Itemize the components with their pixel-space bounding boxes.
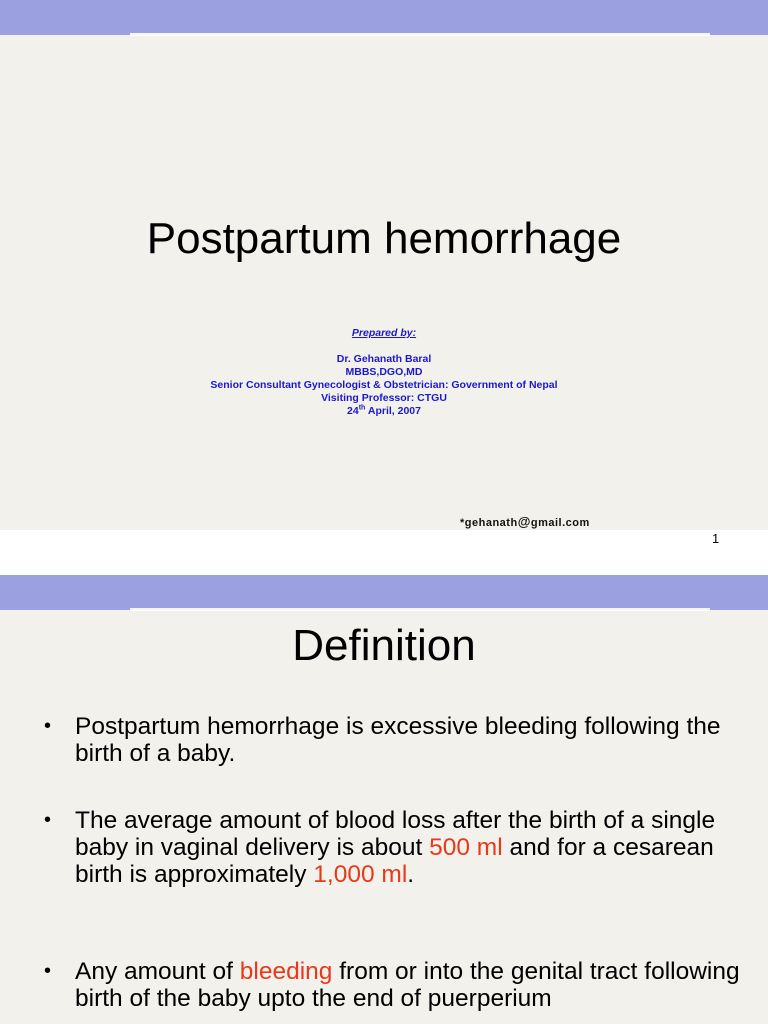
presentation-date [0,405,768,418]
list-item [44,807,744,888]
bullet-text: Postpartum hemorrhage is excessive bleeding following the birth of a baby. [75,713,721,767]
date-rest: April, 2007 [365,405,421,417]
date-suffix: th [358,404,366,412]
list-item [44,713,744,767]
header-band [0,575,768,610]
header-band [0,0,768,35]
slide-title: Definition [292,621,476,670]
highlight-cesarean-volume: 1,000 ml [313,861,408,888]
email-at: @ [517,514,531,529]
author-email [460,514,590,529]
author-position: Senior Consultant Gynecologist & Obstetrician: Government of Nepal [210,379,558,391]
definition-list [44,713,744,1024]
bullet-dot: • [44,809,52,831]
email-domain: gmail.com [530,517,590,529]
author-credits [0,327,768,418]
highlight-bleeding: bleeding [239,958,333,985]
header-divider [130,608,710,611]
author-visiting: Visiting Professor: CTGU [321,392,447,404]
list-item [44,958,744,1012]
slide-title: Postpartum hemorrhage [146,214,622,263]
bullet-text: Any amount of [75,958,240,985]
bullet-text: and for a cesarean birth is approximately [75,834,714,888]
header-divider [130,33,710,36]
page-number: 1 [712,531,720,546]
definition-slide [0,575,768,1024]
email-prefix: *gehanath [460,517,518,529]
author-name: Dr. Gehanath Baral [336,353,432,365]
author-degrees: MBBS,DGO,MD [345,366,423,378]
prepared-by-label: Prepared by: [351,327,417,339]
bullet-dot: • [44,715,52,737]
date-day: 24 [347,405,359,417]
bullet-dot: • [44,960,52,982]
bullet-text: . [407,861,415,888]
highlight-vaginal-volume: 500 ml [429,834,503,861]
bullet-text: from or into the genital tract following birth of the baby upto the end of puerperium [75,958,740,1012]
bullet-text: The average amount of blood loss after the birth of a single baby in vaginal delivery is about [75,807,716,861]
